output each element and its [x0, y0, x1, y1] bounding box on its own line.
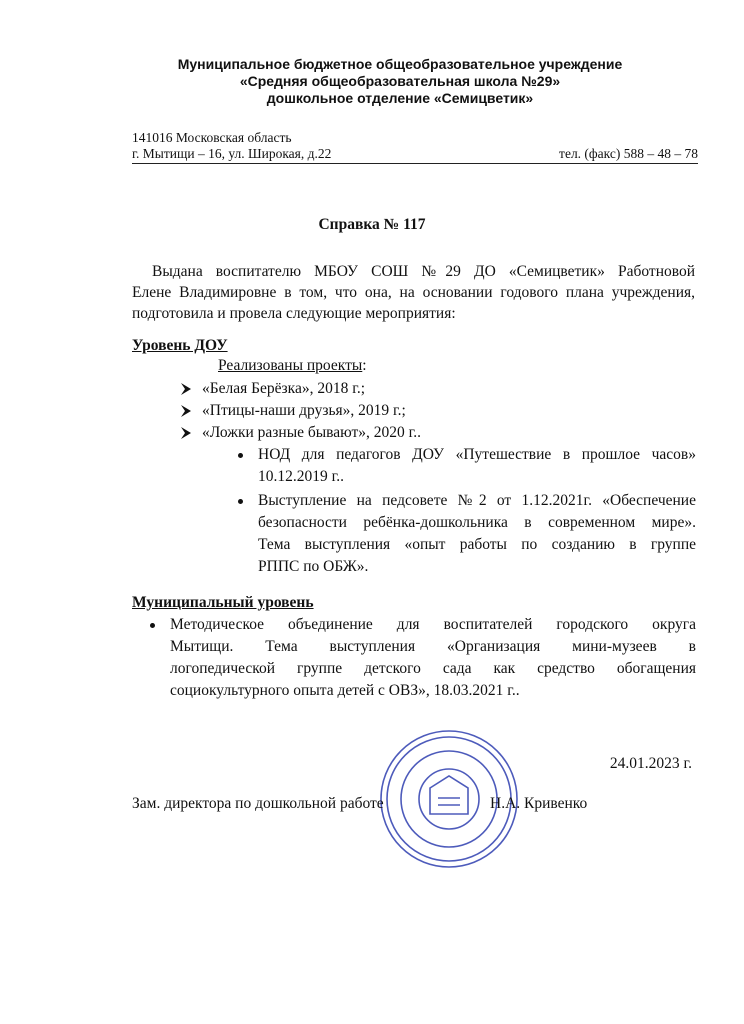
projects-list — [180, 378, 421, 444]
event-line: социокультурного опыта детей с ОВЗ», 18.03.2021 г.. — [170, 682, 520, 699]
signatory-name: Н.А. Кривенко — [490, 795, 588, 812]
event-line: Мытищи. Тема выступления «Организация мини-музеев в — [170, 638, 696, 655]
address-phone: тел. (факс) 588 – 48 – 78 — [559, 146, 698, 161]
project-name: «Белая Берёзка», 2018 г.; — [202, 380, 366, 397]
letterhead-line-2: «Средняя общеобразовательная школа №29» — [239, 73, 561, 89]
event-line: РППС по ОБЖ». — [258, 558, 369, 575]
list-item — [170, 614, 696, 702]
project-name: «Птицы-наши друзья», 2019 г.; — [202, 402, 406, 419]
projects-label — [218, 357, 367, 375]
bullet-dot-icon — [238, 453, 243, 458]
project-name: «Ложки разные бывают», 2020 г.. — [202, 424, 422, 441]
issue-date: 24.01.2023 г. — [609, 755, 692, 772]
intro-line-1: Выдана воспитателю МБОУ СОШ №29 ДО «Семицветик» Работновой — [152, 263, 695, 280]
arrow-bullet-icon — [180, 382, 192, 396]
projects-label-colon: : — [362, 357, 367, 374]
event-line: 10.12.2019 г.. — [258, 468, 344, 485]
address-row — [132, 146, 698, 164]
document-title: Справка № 117 — [318, 216, 426, 233]
projects-label-text: Реализованы проекты — [218, 357, 363, 374]
municipal-events-list — [170, 614, 696, 704]
list-item — [258, 444, 696, 488]
signatory-position: Зам. директора по дошкольной работе — [132, 795, 384, 812]
event-line: НОД для педагогов ДОУ «Путешествие в прошлое часов» — [258, 446, 696, 463]
event-line: Методическое объединение для воспитателей городского округа — [170, 616, 696, 633]
intro-paragraph — [132, 261, 695, 324]
address-postal: 141016 Московская область — [132, 130, 292, 145]
section-heading-dou: Уровень ДОУ — [132, 337, 228, 354]
arrow-bullet-icon — [180, 426, 192, 440]
section-heading-municipal: Муниципальный уровень — [132, 594, 314, 611]
intro-line-3: подготовила и провела следующие мероприятия: — [132, 305, 456, 322]
list-item — [258, 490, 696, 578]
letterhead-line-1: Муниципальное бюджетное общеобразовательное учреждение — [177, 56, 623, 72]
event-line: логопедической группе детского сада как средство обогащения — [170, 660, 696, 677]
list-item — [180, 378, 421, 400]
dou-events-list — [258, 444, 696, 580]
address-street: г. Мытищи – 16, ул. Широкая, д.22 — [132, 146, 332, 161]
list-item — [180, 422, 421, 444]
event-line: Выступление на педсовете №2 от 1.12.2021г. «Обеспечение — [258, 492, 696, 509]
list-item — [180, 400, 421, 422]
letterhead — [120, 56, 680, 107]
address-block — [132, 130, 698, 164]
arrow-bullet-icon — [180, 404, 192, 418]
event-line: безопасности ребёнка-дошкольника в современном мире». — [258, 514, 696, 531]
bullet-dot-icon — [238, 499, 243, 504]
intro-line-2: Елене Владимировне в том, что она, на основании годового плана учреждения, — [132, 284, 695, 301]
letterhead-line-3: дошкольное отделение «Семицветик» — [266, 90, 534, 106]
event-line: Тема выступления «опыт работы по созданию в группе — [258, 536, 696, 553]
bullet-dot-icon — [150, 623, 155, 628]
